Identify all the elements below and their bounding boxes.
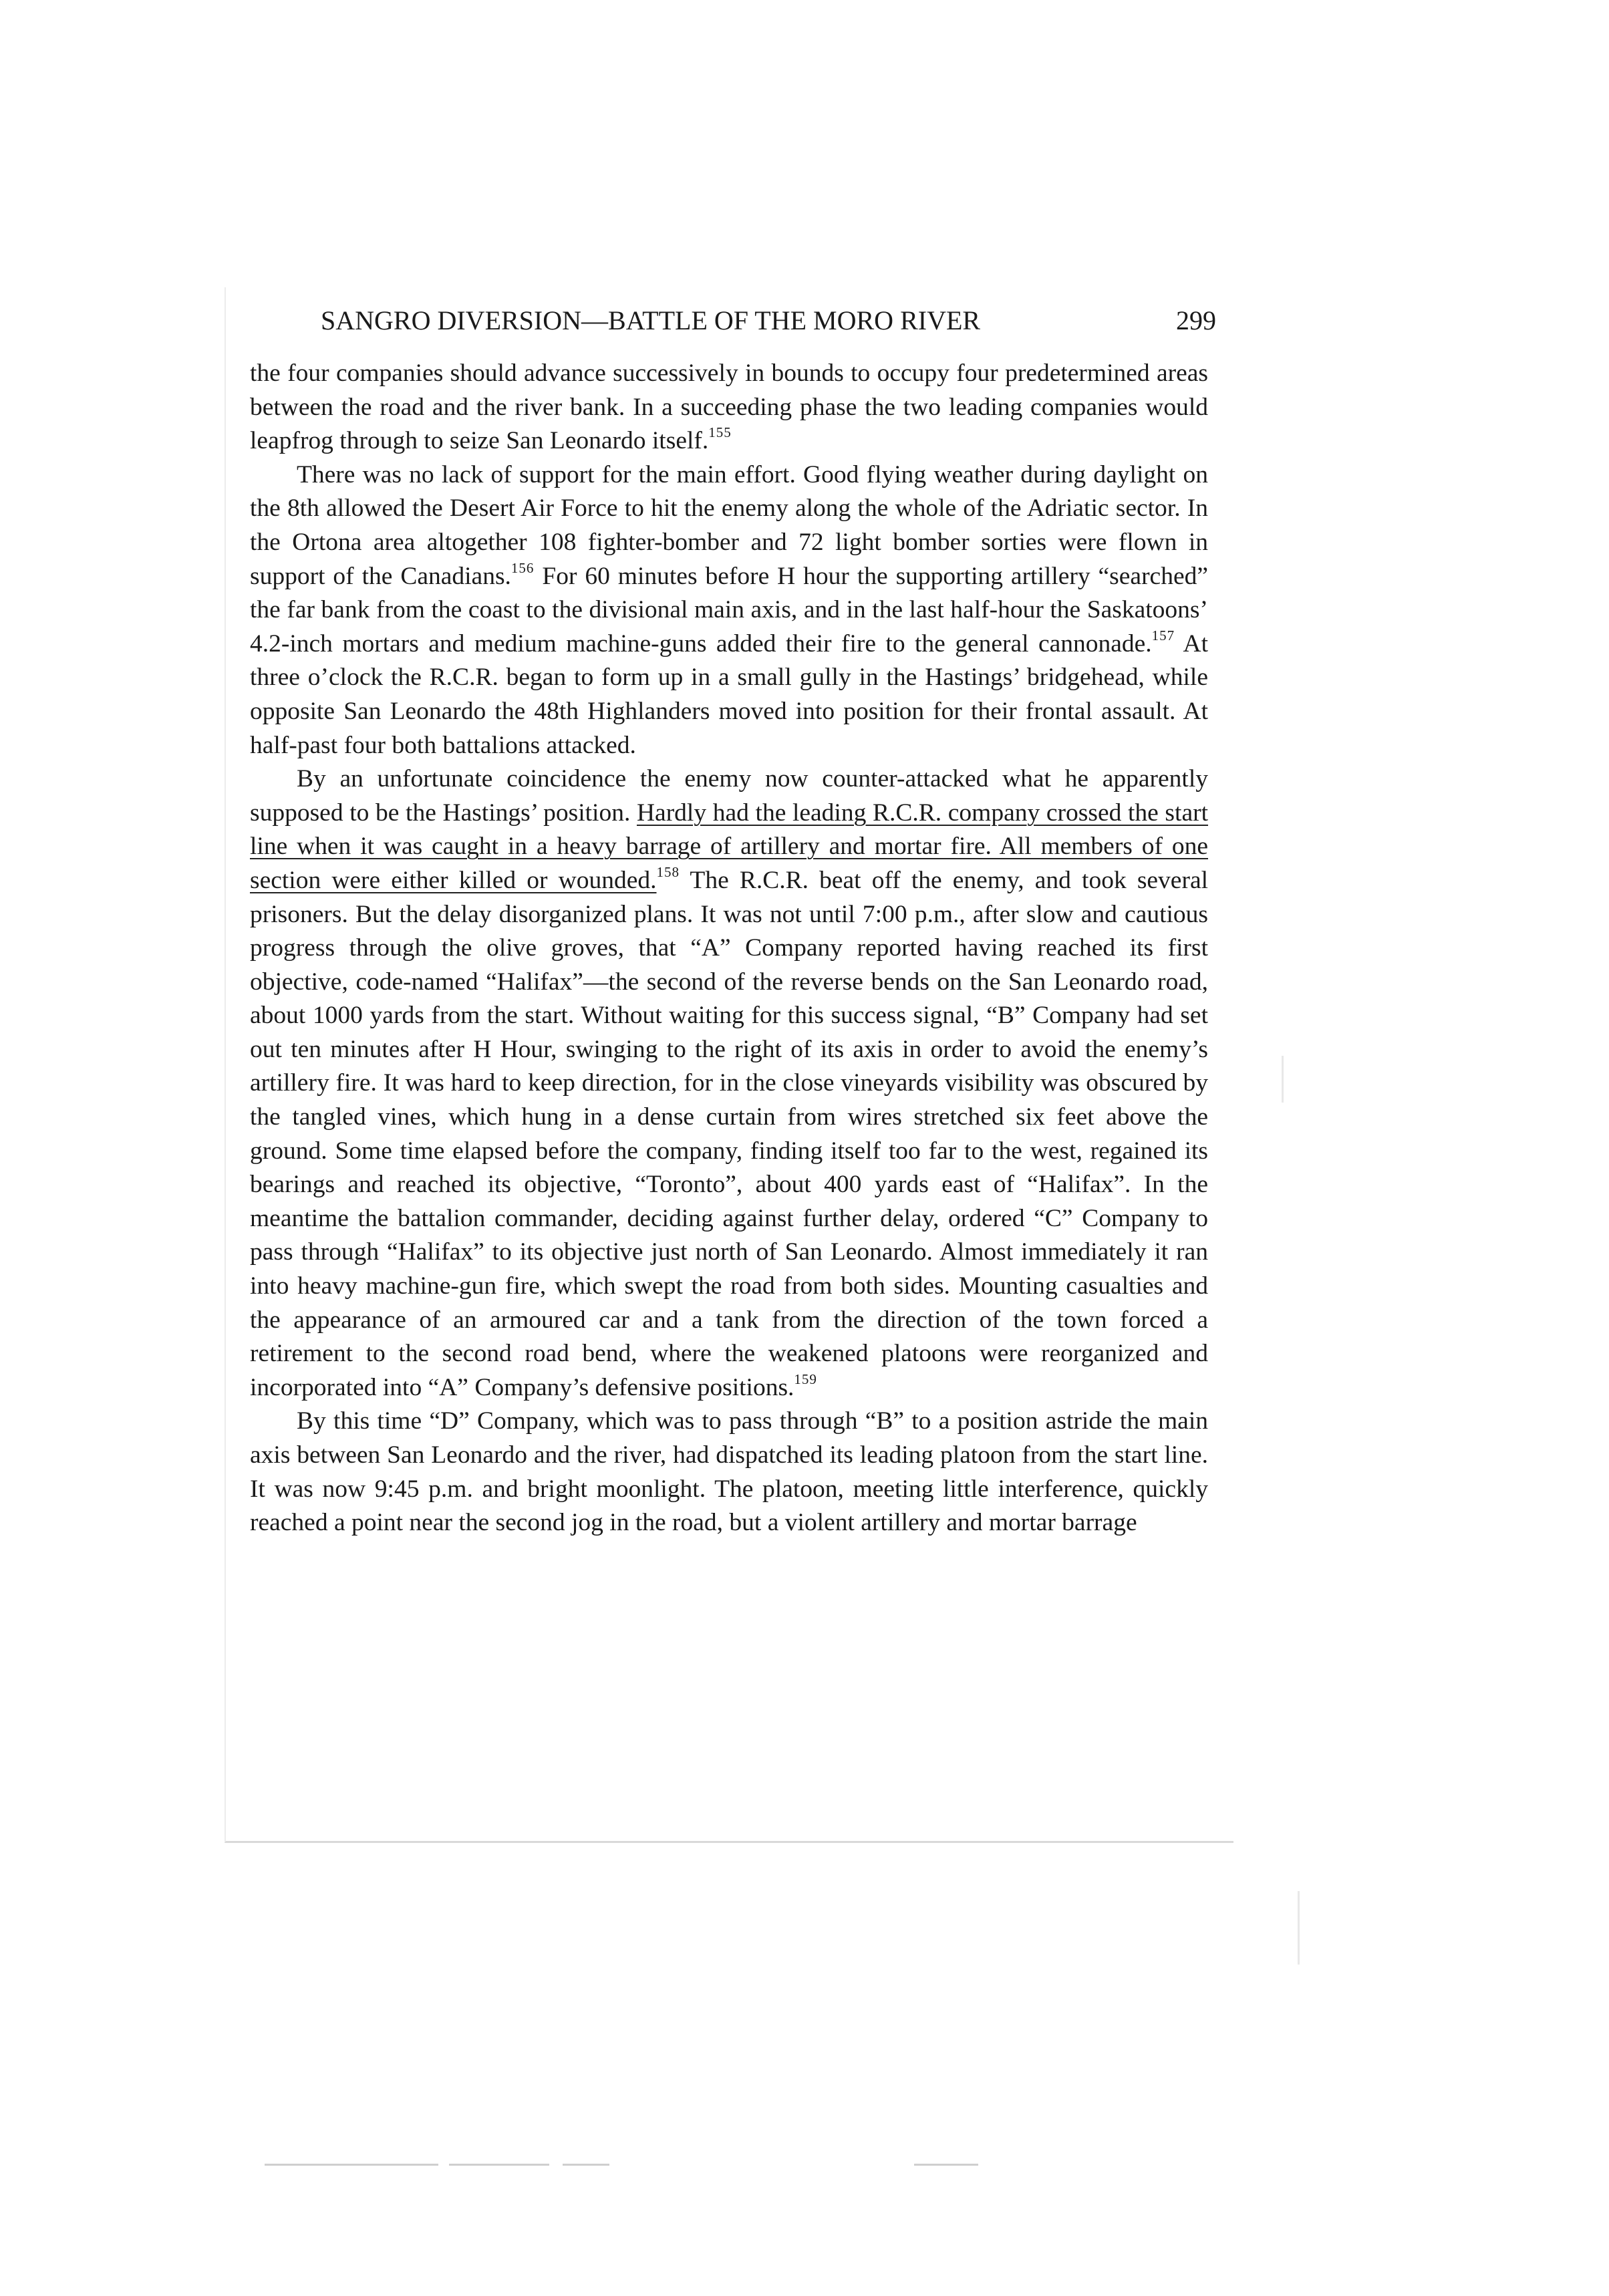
paragraph-4 bbox=[250, 1405, 1208, 1540]
paragraph-1 bbox=[250, 357, 1208, 458]
paragraph-2-text-a: There was no lack of support for the main effort. Good flying weather during daylight on the 8th allowed the Desert Air Force to hit the enemy along the whole of the Adriatic sector. In the Ortona area altogether 108 fighter-bomber and 72 light bomber sorties were flown in support of the Canadians. bbox=[250, 460, 1208, 590]
paragraph-2 bbox=[250, 458, 1208, 762]
scan-artifact-line bbox=[449, 2164, 549, 2166]
scan-artifact-line bbox=[563, 2164, 609, 2166]
book-page bbox=[225, 287, 1233, 1843]
paragraph-4-text: By this time “D” Company, which was to pass through “B” to a position astride the main axis between San Leonardo and the river, had dispatched its leading platoon from the start line. It was now 9:45 p.m. and bright moonlight. The platoon, meeting little interference, quickly reached a point near the second jog in the road, but a violent artillery and mortar barrage bbox=[250, 1407, 1208, 1537]
footnote-ref-157: 157 bbox=[1151, 627, 1175, 643]
paragraph-1-text: the four companies should advance successively in bounds to occupy four predetermined areas between the road and the river bank. In a succeeding phase the two leading companies would leapfrog through to seize San Leonardo itself. bbox=[250, 360, 1208, 455]
paragraph-3-text-b: The R.C.R. beat off the enemy, and took several prisoners. But the delay disorganized plans. It was not until 7:00 p.m., after slow and cautious progress through the olive groves, that “A” Company reported having reached its first objective, code-named “Halifax”—the second of the reverse bends on the San Leonardo road, about 1000 yards from the start. Without waiting for this success signal, “B” Company had set out ten minutes after H Hour, swinging to the right of its axis in order to avoid the enemy’s artillery fire. It was hard to keep direction, for in the close vineyards visibility was obscured by the tangled vines, which hung in a dense curtain from wires stretched six feet above the ground. Some time elapsed before the company, finding itself too far to the west, regained its bearings and reached its objective, “Toronto”, about 400 yards east of “Halifax”. In the meantime the battalion commander, deciding against further delay, ordered “C” Company to pass through “Halifax” to its objective just north of San Leonardo. Almost immediately it ran into heavy machine-gun fire, which swept the road from both sides. Mounting casualties and the appearance of an armoured car and a tank from the direction of the town forced a retirement to the second road bend, where the weakened platoons were reorganized and incorporated into “A” Company’s defensive positions. bbox=[250, 866, 1209, 1401]
footnote-ref-155: 155 bbox=[708, 424, 732, 441]
underlined-passage: Hardly had the leading R.C.R. company crossed the start line when it was caught in a heavy barrage of artillery and mortar fire. All members of one section were either killed or wounded. bbox=[250, 799, 1208, 894]
page-number: 299 bbox=[1176, 305, 1216, 335]
footnote-ref-159: 159 bbox=[794, 1371, 817, 1388]
scan-artifact-line bbox=[265, 2164, 438, 2166]
page-header bbox=[321, 305, 1216, 345]
running-head: SANGRO DIVERSION—BATTLE OF THE MORO RIVER bbox=[321, 305, 981, 335]
paragraph-2-text-c: At three o’clock the R.C.R. began to form up in a small gully in the Hastings’ bridgehead, while opposite San Leonardo the 48th Highlanders moved into position for their frontal assault. At half-past four both battalions attacked. bbox=[250, 629, 1208, 759]
footnote-ref-158: 158 bbox=[656, 864, 680, 881]
scan-smudge bbox=[1282, 1056, 1284, 1103]
body-text bbox=[250, 357, 1208, 1540]
scan-artifact-line bbox=[914, 2164, 978, 2166]
footnote-ref-156: 156 bbox=[510, 559, 535, 576]
paragraph-3 bbox=[250, 762, 1208, 1405]
paragraph-3-text-a: By an unfortunate coincidence the enemy now counter-attacked what he apparently supposed to be the Hastings’ position. bbox=[250, 765, 1208, 827]
scan-smudge bbox=[1298, 1891, 1300, 1965]
paragraph-2-text-b: For 60 minutes before H hour the supporting artillery “searched” the far bank from the coast to the divisional main axis, and in the last half-hour the Saskatoons’ 4.2-inch mortars and medium machine-guns added their fire to the general cannonade. bbox=[250, 562, 1208, 658]
